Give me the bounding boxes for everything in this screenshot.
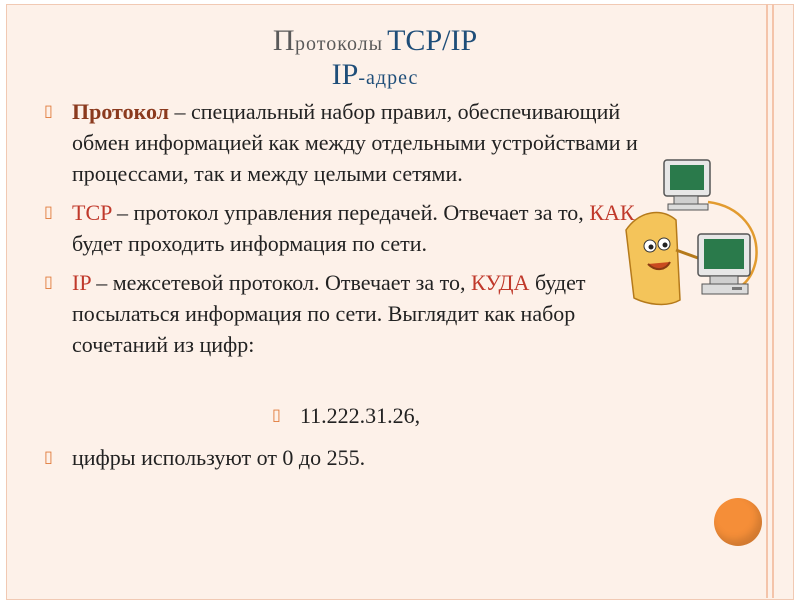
accent-how: КАК [589,200,635,225]
bullet-text: – специальный набор правил, обеспечивающий обмен информацией как между отдельными устройствами и процессами, так и между целыми сетями. [72,99,638,186]
bullet-text: – межсетевой протокол. Отвечает за то, [90,270,471,295]
bullet-text: цифры используют от 0 до 255. [72,445,366,470]
bullet-text: – протокол управления передачей. Отвечает за то, [111,200,590,225]
hollow-square-bullet-icon: ▯ [44,103,53,120]
hollow-square-bullet-icon: ▯ [44,449,53,466]
title-first-letter: П [272,24,296,57]
subtitle-word: -адрес [358,67,419,89]
bullet-text: будет проходить информация по сети. [72,231,428,256]
bullet-digits-range [38,442,658,473]
decorative-orange-circle [714,498,762,546]
ip-example-text: 11.222.31.26, [300,403,421,428]
hollow-square-bullet-icon: ▯ [44,204,53,221]
hollow-square-bullet-icon: ▯ [272,407,281,424]
hollow-square-bullet-icon: ▯ [44,274,53,291]
accent-where: КУДА [470,270,530,295]
slide-title [150,24,600,58]
bullet-protocol [38,96,658,189]
slide-subtitle [150,58,600,92]
subtitle-acronym: IP [331,58,359,91]
title-word: ротоколы [295,33,384,55]
title-acronym: TCP/IP [387,24,478,57]
ip-example [272,400,420,431]
term-tcp: TCP [72,200,112,225]
bullet-list [38,96,658,368]
bullet-tcp [38,197,658,259]
computer-network-clipart-icon [620,150,780,310]
bullet-text: будет посылаться информация по сети. Выглядит как набор сочетаний из цифр: [72,270,586,357]
bullet-ip [38,267,658,360]
term-protocol: Протокол [72,99,170,124]
term-ip: IP [72,270,91,295]
bullet-digits-range-container [38,442,658,481]
